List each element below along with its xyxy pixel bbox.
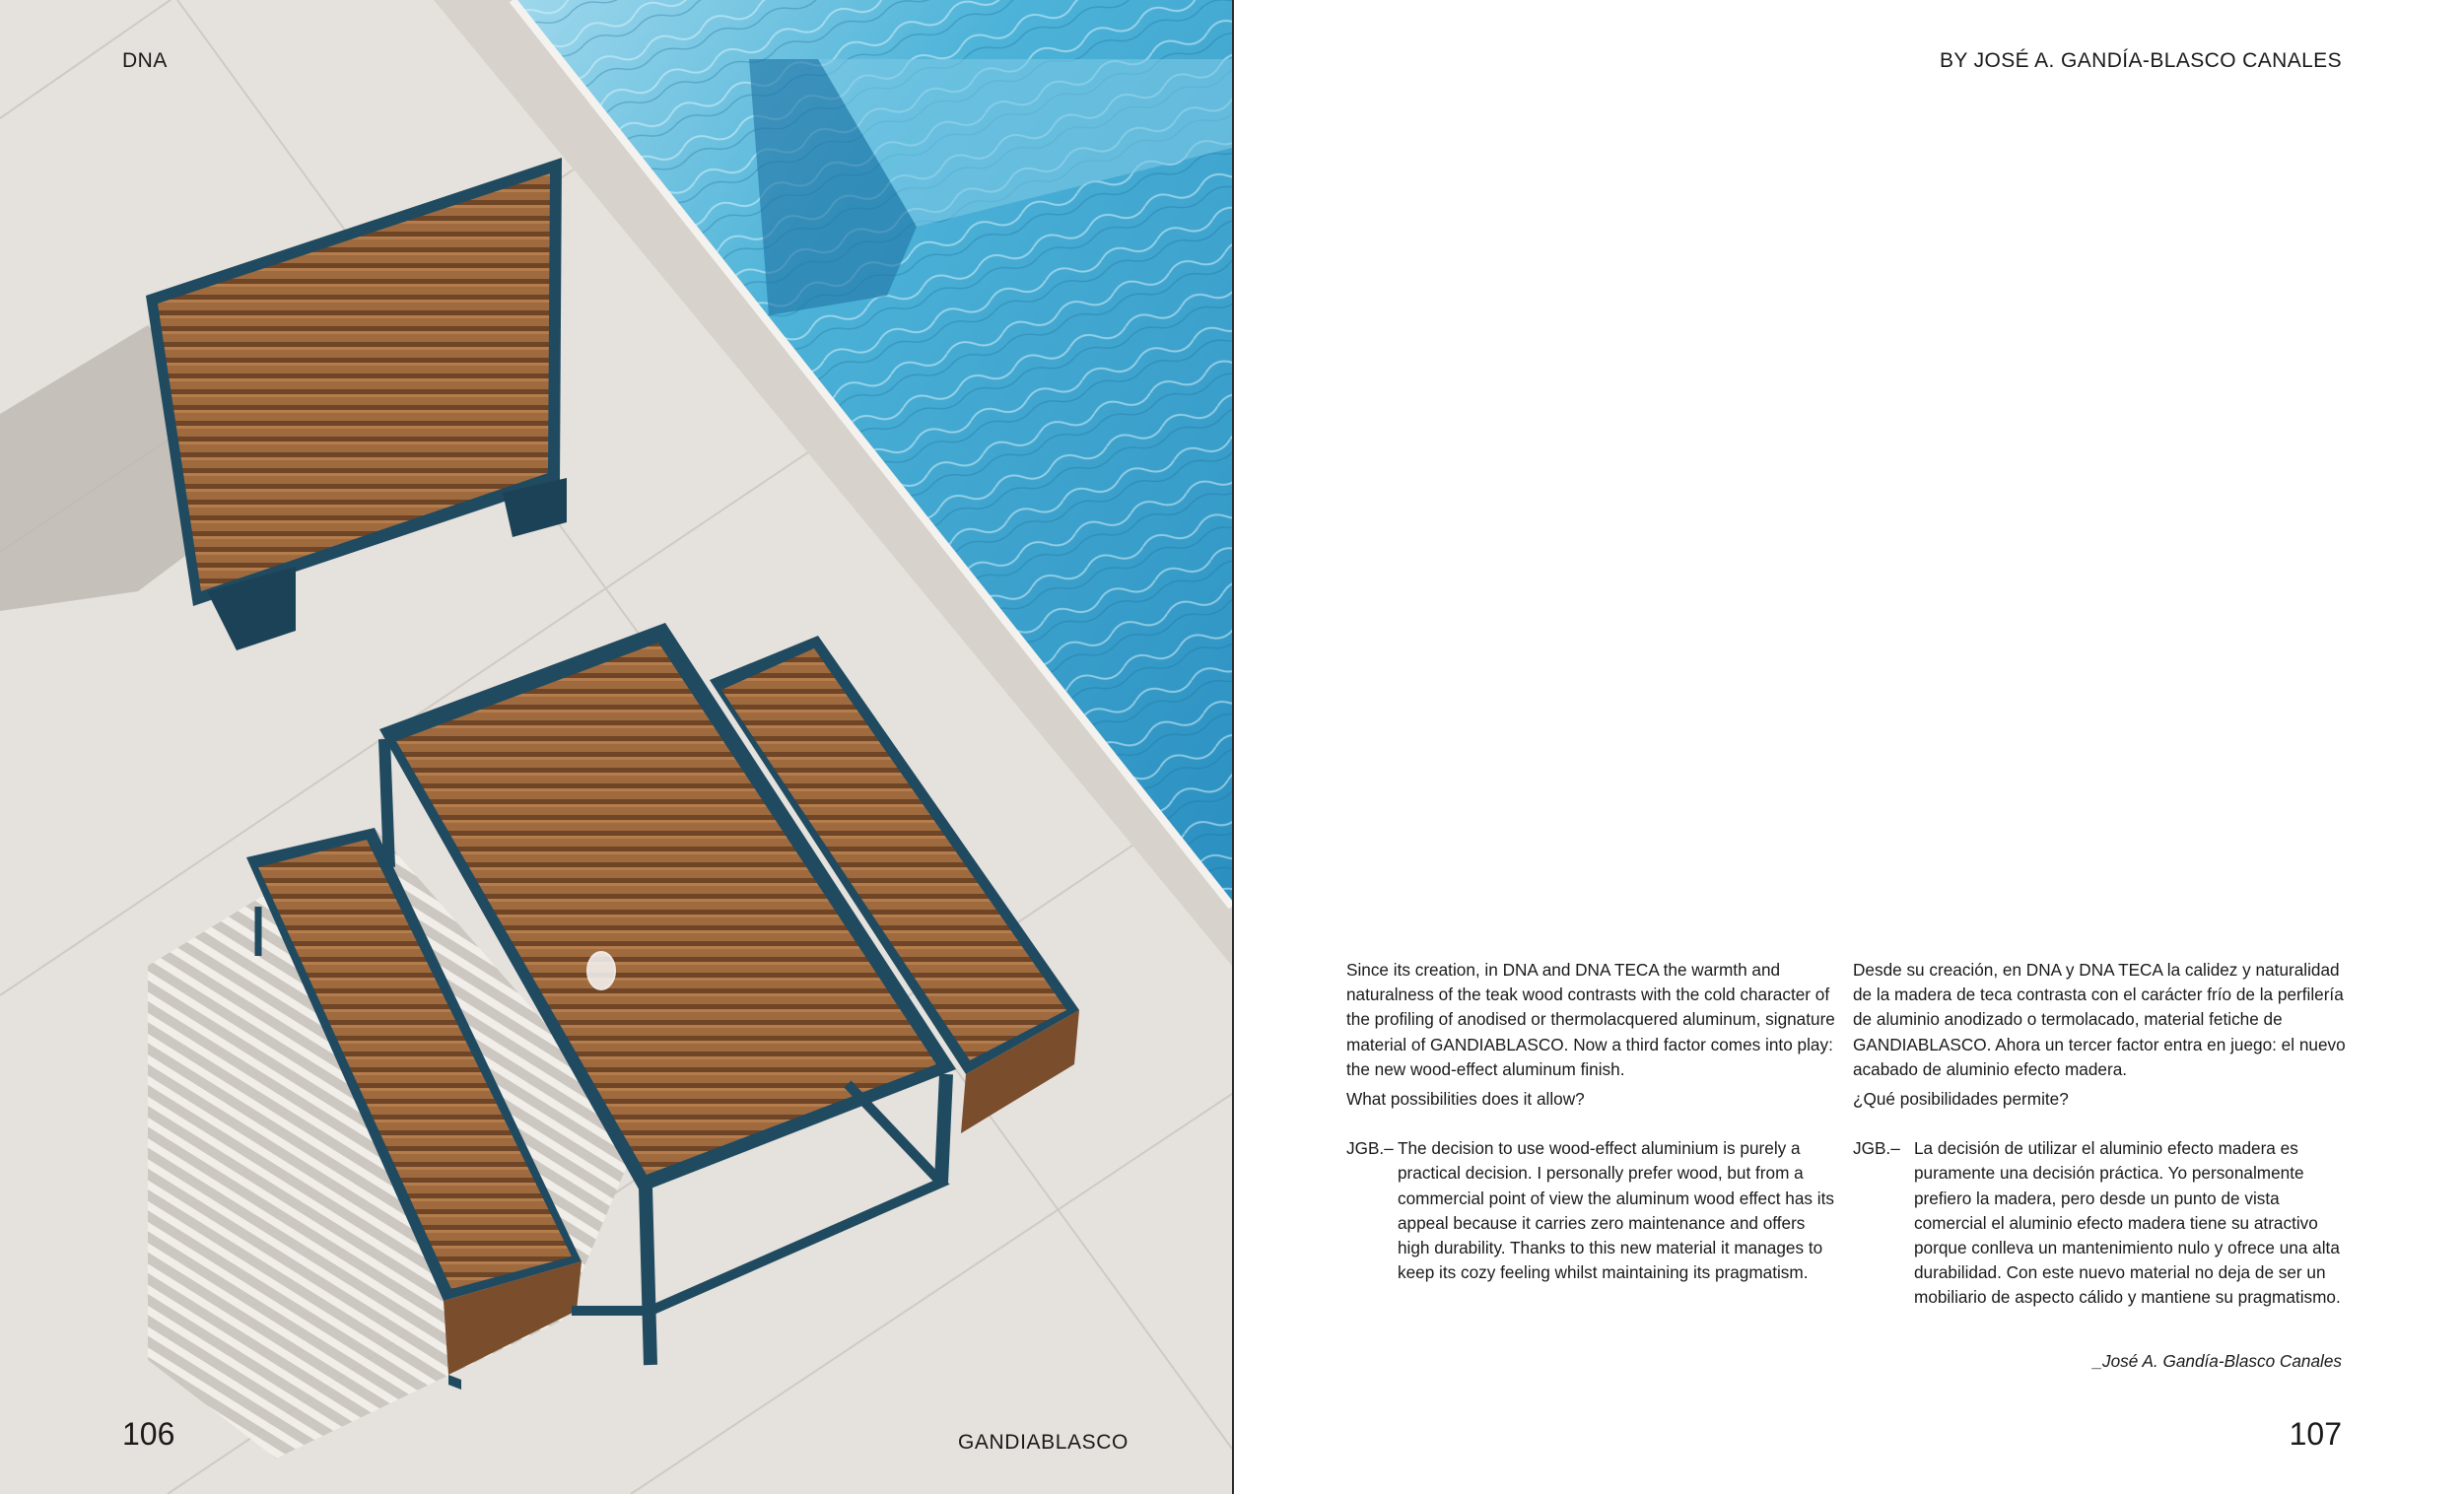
answer-block-es (1853, 1136, 2348, 1310)
answer-text-es: La decisión de utilizar el aluminio efecto madera es puramente una decisión práctica. Yo personalmente prefiero la madera, pero desde un punto de vista comercial el aluminio efecto madera tiene su atractivo porque conlleva un mantenimiento nulo y ofrece una alta durabilidad. Con este nuevo material no deja de ser un mobiliario de aspecto cálido y mantiene su pragmatismo. (1914, 1138, 2341, 1308)
section-label: DNA (122, 49, 168, 72)
author-byline: BY JOSÉ A. GANDÍA-BLASCO CANALES (1939, 49, 2342, 72)
answer-text-en: The decision to use wood-effect aluminium is purely a practical decision. I personally prefer wood, but from a commercial point of view the aluminum wood effect has its appeal because it carries zero maintenance and offers high durability. Thanks to this new material it manages to keep its cozy feeling whilst maintaining its pragmatism. (1398, 1138, 1834, 1283)
page-number-right: 107 (2289, 1416, 2342, 1452)
speaker-label-es: JGB.– (1853, 1138, 1900, 1159)
spanish-column (1853, 958, 2348, 1311)
right-page (1234, 0, 2464, 1494)
intro-paragraph-en: Since its creation, in DNA and DNA TECA the warmth and naturalness of the teak wood contrasts with the cold character of the profiling of anodised or thermolacquered aluminum, signature material of GANDIABLASCO. Now a third factor comes into play: the new wood-effect aluminum finish. (1346, 960, 1835, 1079)
speaker-label-en: JGB.– (1346, 1138, 1394, 1159)
english-column (1346, 958, 1841, 1285)
question-en: What possibilities does it allow? (1346, 1089, 1585, 1110)
question-es: ¿Qué posibilidades permite? (1853, 1089, 2069, 1110)
page-number-left: 106 (122, 1416, 175, 1452)
brand-footer: GANDIABLASCO (958, 1431, 1129, 1454)
intro-paragraph-es: Desde su creación, en DNA y DNA TECA la calidez y naturalidad de la madera de teca contrasta con el carácter frío de la perfilería de aluminio anodizado o termolacado, material fetiche de GANDIABLASCO. Ahora un tercer factor entra en juego: el nuevo acabado de aluminio efecto madera. (1853, 960, 2346, 1079)
answer-block-en (1346, 1136, 1841, 1285)
signature: _José A. Gandía-Blasco Canales (2092, 1351, 2342, 1371)
